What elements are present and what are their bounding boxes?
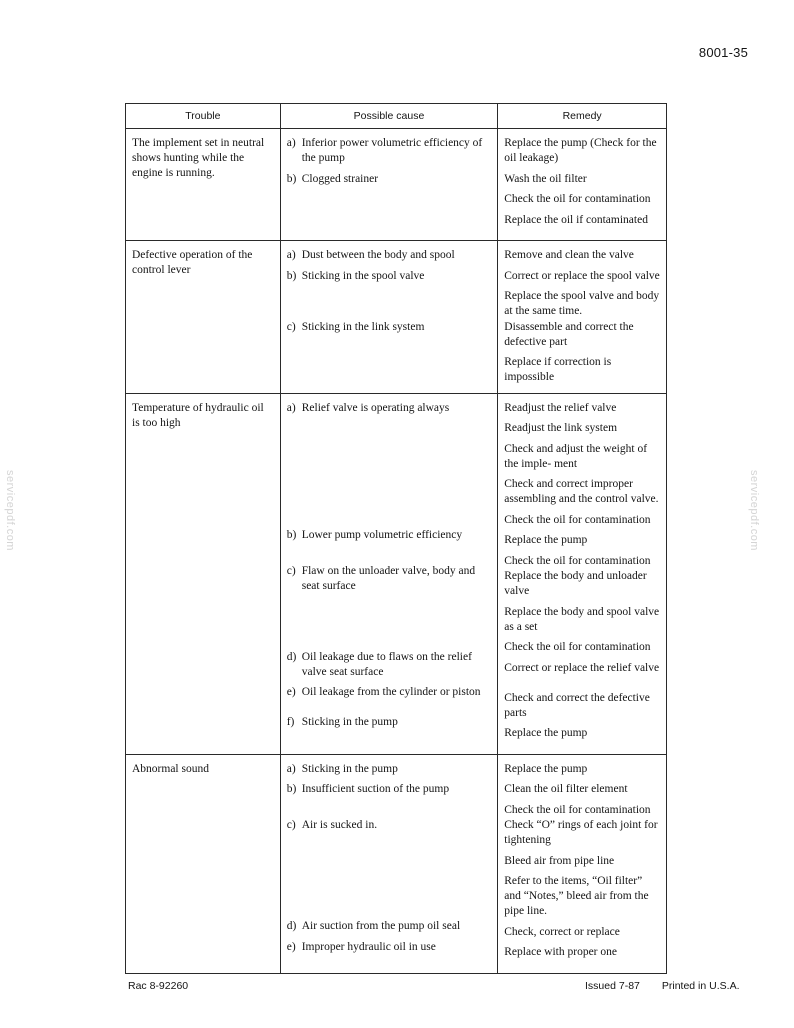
cause-item: [287, 782, 492, 797]
remedy-group: [504, 925, 660, 940]
footer-printed: Printed in U.S.A.: [661, 980, 740, 992]
cause-cell: [280, 754, 498, 973]
trouble-text: The implement set in neutral shows hunting while the engine is running.: [132, 137, 265, 179]
cause-text: Oil leakage from the cylinder or piston: [301, 686, 481, 698]
cause-item: [287, 564, 492, 594]
cause-label: c): [286, 320, 296, 333]
remedy-item: Replace the pump: [504, 727, 588, 739]
remedy-item: Replace the body and spool valve as a set: [504, 605, 660, 633]
cause-group: [287, 172, 492, 228]
remedy-item: Replace the oil if contaminated: [504, 213, 648, 226]
table-row: [126, 393, 667, 754]
cause-text: Air suction from the pump oil seal: [301, 920, 461, 932]
trouble-text: Abnormal sound: [132, 762, 209, 775]
remedy-group: [504, 762, 660, 777]
remedy-item: Replace the spool valve and body at the same time.: [504, 290, 660, 317]
trouble-cell: [126, 393, 281, 754]
remedy-group: [504, 726, 660, 741]
cause-label: e): [286, 940, 296, 953]
remedy-item: Clean the oil filter element: [504, 783, 628, 795]
cause-text: Sticking in the spool valve: [301, 269, 425, 282]
watermark-right: servicepdf.com: [748, 470, 760, 551]
cause-text: Inferior power volumetric efficiency of the pump: [301, 137, 483, 164]
remedy-item: Check the oil for contamination: [504, 193, 651, 205]
cause-group: [287, 320, 492, 386]
remedy-group: [504, 320, 660, 386]
remedy-item: Check and correct the defective parts: [504, 691, 650, 719]
cause-text: Sticking in the pump: [301, 762, 398, 775]
cause-group: [287, 248, 492, 263]
remedy-group: [504, 569, 660, 655]
cause-text: Oil leakage due to flaws on the relief valve seat surface: [301, 650, 472, 678]
watermark-left: servicepdf.com: [4, 470, 16, 551]
remedy-group: [504, 661, 660, 691]
cause-group: [287, 136, 492, 166]
remedy-item: Readjust the link system: [504, 422, 618, 434]
cause-label: e): [286, 686, 296, 698]
table-header-row: [126, 104, 667, 129]
header-remedy: Remedy: [498, 104, 667, 129]
cause-group: [287, 715, 492, 730]
cause-label: a): [286, 401, 296, 414]
cause-item: [287, 818, 492, 833]
footer-doc-code: Rac 8-92260: [128, 980, 189, 992]
remedy-item: Check the oil for contamination: [504, 554, 651, 567]
trouble-cell: [126, 241, 281, 394]
cause-cell: [280, 129, 498, 241]
table-row: [126, 754, 667, 973]
trouble-text: Defective operation of the control lever: [132, 249, 253, 276]
remedy-item: Replace if correction is impossible: [504, 356, 612, 383]
cause-group: [287, 401, 492, 528]
cause-label: a): [286, 137, 296, 149]
remedy-item: Refer to the items, “Oil filter” and “Notes,” bleed air from the pipe line.: [504, 875, 649, 917]
header-possible-cause: Possible cause: [280, 104, 498, 129]
remedy-item: Disassemble and correct the defective part: [504, 320, 634, 348]
cause-item: [287, 248, 492, 263]
remedy-item: Correct or replace the relief valve: [504, 661, 660, 674]
remedy-cell: [498, 754, 667, 973]
remedy-item: Replace the pump: [504, 762, 588, 775]
remedy-group: [504, 945, 660, 960]
cause-item: [287, 136, 492, 166]
cause-label: c): [286, 819, 296, 831]
remedy-item: Check “O” rings of each joint for tightening: [504, 819, 658, 846]
cause-label: a): [286, 249, 296, 261]
remedy-item: Check the oil for contamination: [504, 803, 651, 816]
footer-issued: Issued 7-87: [585, 980, 640, 992]
header-trouble: Trouble: [126, 104, 281, 129]
cause-text: Improper hydraulic oil in use: [301, 940, 436, 953]
cause-item: [287, 919, 492, 934]
cause-text: Dust between the body and spool: [301, 249, 455, 261]
cause-item: [287, 685, 492, 700]
cause-label: d): [286, 650, 297, 663]
cause-item: [287, 269, 492, 284]
trouble-text: Temperature of hydraulic oil is too high: [132, 401, 264, 429]
cause-group: [287, 782, 492, 818]
cause-group: [287, 650, 492, 680]
remedy-item: Replace the pump (Check for the oil leakage): [504, 137, 657, 164]
cause-text: Air is sucked in.: [301, 819, 378, 831]
trouble-cell: [126, 754, 281, 973]
remedy-group: [504, 533, 660, 569]
cause-text: Insufficient suction of the pump: [301, 783, 450, 795]
cause-text: Flaw on the unloader valve, body and seat surface: [301, 564, 476, 592]
trouble-cell: [126, 129, 281, 241]
cause-group: [287, 919, 492, 934]
remedy-item: Wash the oil filter: [504, 172, 587, 185]
cause-text: Sticking in the pump: [301, 716, 398, 728]
remedy-cell: [498, 129, 667, 241]
cause-label: a): [286, 762, 296, 775]
remedy-group: [504, 269, 660, 320]
cause-group: [287, 269, 492, 320]
cause-item: [287, 528, 492, 543]
cause-label: b): [286, 783, 297, 795]
footer-issue-info: [585, 980, 740, 992]
remedy-group: [504, 248, 660, 263]
remedy-item: Replace the body and unloader valve: [504, 570, 647, 597]
cause-item: [287, 715, 492, 730]
cause-group: [287, 685, 492, 715]
remedy-item: Replace with proper one: [504, 946, 617, 958]
cause-item: [287, 172, 492, 187]
remedy-group: [504, 782, 660, 818]
table-row: [126, 129, 667, 241]
page-number: 8001-35: [698, 45, 748, 60]
cause-label: b): [286, 528, 297, 541]
remedy-item: Check the oil for contamination: [504, 513, 651, 526]
cause-group: [287, 564, 492, 650]
cause-cell: [280, 393, 498, 754]
remedy-item: Bleed air from pipe line: [504, 854, 615, 867]
cause-label: c): [286, 564, 296, 577]
remedy-group: [504, 172, 660, 228]
cause-label: f): [286, 716, 295, 728]
cause-item: [287, 940, 492, 955]
cause-text: Relief valve is operating always: [301, 401, 450, 414]
remedy-group: [504, 818, 660, 919]
table-row: [126, 241, 667, 394]
remedy-group: [504, 136, 660, 166]
remedy-item: Check and correct improper assembling and the control valve.: [504, 478, 659, 505]
cause-text: Clogged strainer: [301, 172, 379, 185]
remedy-group: [504, 691, 660, 721]
cause-text: Sticking in the link system: [301, 320, 425, 333]
remedy-item: Replace the pump: [504, 534, 588, 546]
cause-item: [287, 650, 492, 680]
remedy-item: Check the oil for contamination: [504, 641, 651, 653]
cause-group: [287, 762, 492, 777]
remedy-item: Remove and clean the valve: [504, 249, 634, 261]
remedy-item: Check and adjust the weight of the imple- ment: [504, 442, 648, 470]
cause-group: [287, 818, 492, 919]
cause-group: [287, 528, 492, 564]
remedy-cell: [498, 241, 667, 394]
cause-text: Lower pump volumetric efficiency: [301, 528, 463, 541]
remedy-item: Readjust the relief valve: [504, 401, 617, 414]
remedy-group: [504, 401, 660, 528]
cause-cell: [280, 241, 498, 394]
remedy-cell: [498, 393, 667, 754]
cause-label: d): [286, 920, 297, 932]
remedy-item: Correct or replace the spool valve: [504, 269, 660, 282]
remedy-item: Check, correct or replace: [504, 925, 620, 938]
cause-group: [287, 940, 492, 955]
cause-label: b): [286, 172, 297, 185]
cause-label: b): [286, 269, 297, 282]
cause-item: [287, 762, 492, 777]
cause-item: [287, 320, 492, 335]
cause-item: [287, 401, 492, 416]
troubleshooting-table: [125, 103, 667, 974]
